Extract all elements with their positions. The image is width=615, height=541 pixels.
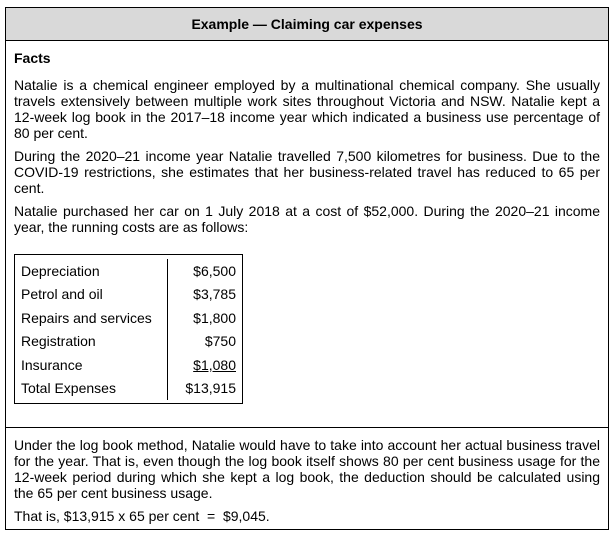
cost-value: $1,800 [193, 309, 236, 326]
cost-value: $6,500 [193, 262, 236, 279]
calculation-line: That is, $13,915 x 65 per cent = $9,045. [14, 508, 270, 524]
running-costs-table [15, 259, 242, 400]
cost-label: Registration [15, 330, 168, 354]
insurance-value: $1,080 [193, 356, 236, 373]
cost-value: $3,785 [193, 286, 236, 303]
cost-label: Depreciation [15, 259, 168, 283]
cost-value: $750 [204, 333, 236, 350]
table-row [15, 353, 242, 377]
facts-section [6, 50, 608, 428]
cost-label: Repairs and services [15, 306, 168, 330]
conclusion-paragraph: Under the log book method, Natalie would have to take into account her actual business travel for the year. That is, even though the log book itself shows 80 per cent business usage for the 12-week period during which she kept a log book, the deduction should be calculated using the 65 per cent business usage. [14, 437, 600, 501]
cost-label: Insurance [15, 353, 168, 377]
table-row-total [15, 377, 242, 401]
example-title: Example — Claiming car expenses [6, 8, 608, 41]
table-row [15, 259, 242, 283]
total-value: $13,915 [185, 380, 236, 397]
total-label: Total Expenses [15, 377, 168, 401]
cost-value-underlined [168, 353, 243, 377]
table-row [15, 306, 242, 330]
table-row [15, 283, 242, 307]
conclusion-section [6, 428, 608, 524]
example-box [5, 7, 609, 530]
facts-heading: Facts [14, 50, 51, 66]
facts-paragraph-1: Natalie is a chemical engineer employed by a multinational chemical company. She usually travels extensively between multiple work sites throughout Victoria and NSW. Natalie kept a 12-week log book in the 2017–18 income year which indicated a business use percentage of 80 per cent. [14, 77, 600, 141]
table-row [15, 330, 242, 354]
cost-label: Petrol and oil [15, 283, 168, 307]
running-costs-table-frame [14, 254, 243, 404]
facts-paragraph-2: During the 2020–21 income year Natalie travelled 7,500 kilometres for business. Due to the COVID-19 restrictions, she estimates that her business-related travel has reduced to 65 per cent. [14, 148, 600, 196]
facts-paragraph-3: Natalie purchased her car on 1 July 2018 at a cost of $52,000. During the 2020–21 income year, the running costs are as follows: [14, 203, 600, 235]
